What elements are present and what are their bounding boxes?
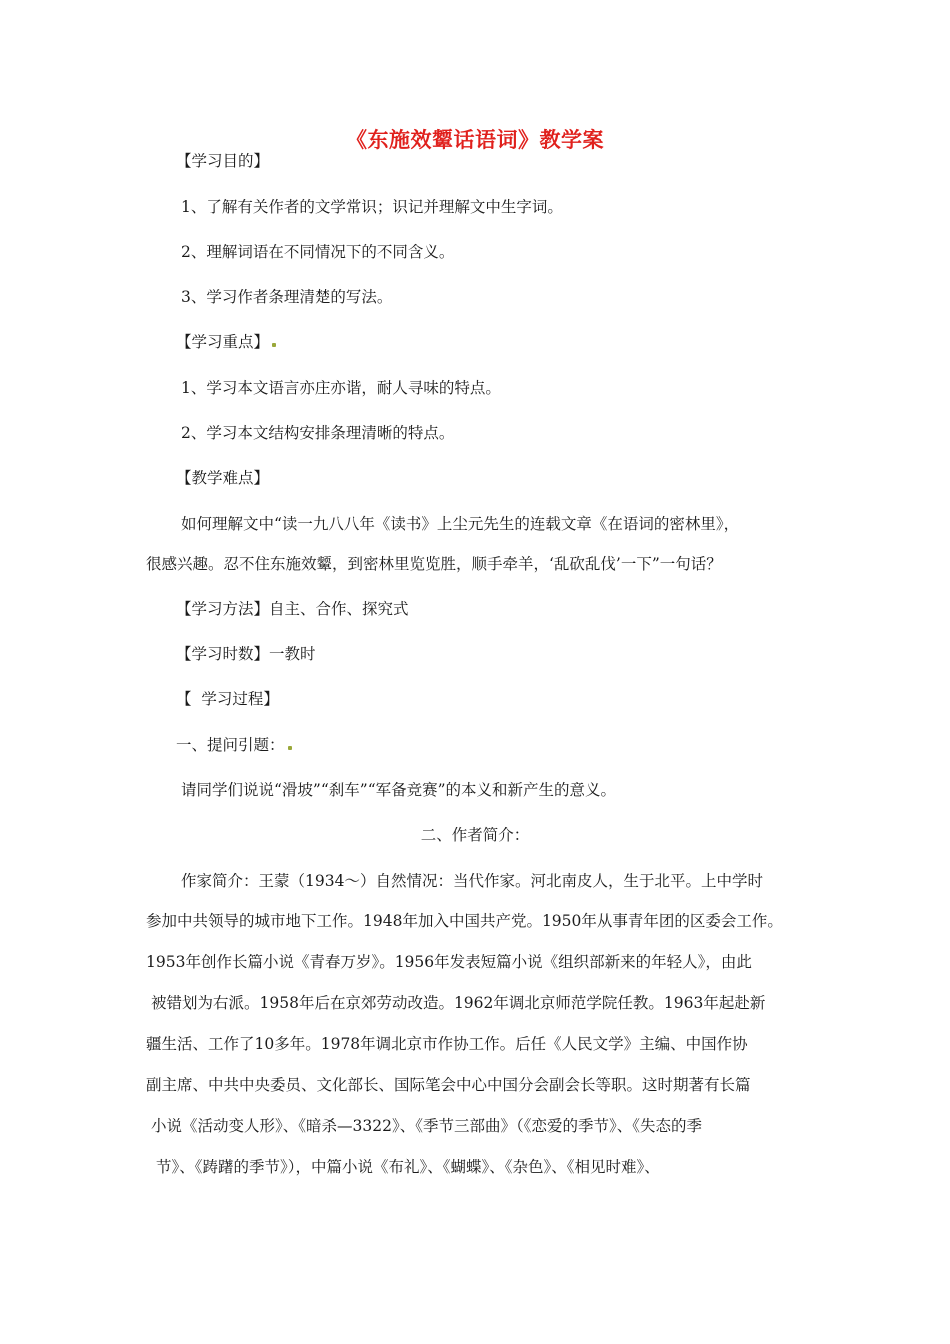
bio-line-7: 小说《活动变人形》、《暗杀—3322》、《季节三部曲》（《恋爱的季节》、《失态的季 bbox=[151, 1117, 702, 1135]
process-header: 【 学习过程】 bbox=[176, 690, 279, 708]
key-points-header: 【学习重点】 bbox=[176, 333, 270, 351]
bio-line-8: 节》、《踌躇的季节》），中篇小说《布礼》、《蝴蝶》、《杂色》、《相见时难》、 bbox=[156, 1158, 660, 1176]
key-point-item-2: 2、学习本文结构安排条理清晰的特点。 bbox=[181, 424, 455, 442]
difficulty-header: 【教学难点】 bbox=[176, 469, 270, 487]
section2-title: 二、作者简介： bbox=[420, 826, 530, 844]
bio-line-5: 疆生活、工作了10多年。1978年调北京市作协工作。后任《人民文学》主编、中国作协 bbox=[146, 1035, 748, 1053]
bio-line-2: 参加中共领导的城市地下工作。1948年加入中国共产党。1950年从事青年团的区委会工作。 bbox=[146, 912, 783, 930]
key-points-header-row bbox=[176, 332, 276, 352]
key-point-item-1: 1、学习本文语言亦庄亦谐，耐人寻味的特点。 bbox=[181, 379, 501, 397]
difficulty-line-1: 如何理解文中“读一九八八年《读书》上尘元先生的连载文章《在语词的密林里》， bbox=[181, 515, 740, 533]
bio-line-6: 副主席、中共中央委员、文化部长、国际笔会中心中国分会副会长等职。这时期著有长篇 bbox=[146, 1076, 751, 1094]
section1-title: 一、提问引题： bbox=[176, 736, 285, 754]
bio-line-4: 被错划为右派。1958年后在京郊劳动改造。1962年调北京师范学院任教。1963年起赴新 bbox=[151, 994, 766, 1012]
objective-item-2: 2、理解词语在不同情况下的不同含义。 bbox=[181, 243, 455, 261]
hours-value: 一教时 bbox=[269, 645, 316, 663]
difficulty-line-2: 很感兴趣。忍不住东施效颦，到密林里览览胜，顺手牵羊，‘乱砍乱伐’一下”一句话？ bbox=[146, 555, 722, 573]
section1-title-row bbox=[176, 735, 292, 755]
document-title: 《东施效颦话语词》教学案 bbox=[346, 127, 604, 152]
hours-header: 【学习时数】 bbox=[176, 645, 270, 663]
bio-line-3: 1953年创作长篇小说《青春万岁》。1956年发表短篇小说《组织部新来的年轻人》，由此 bbox=[146, 953, 752, 971]
objective-item-1: 1、了解有关作者的文学常识；识记并理解文中生字词。 bbox=[181, 198, 563, 216]
mark-dot-icon bbox=[288, 746, 292, 750]
method-header: 【学习方法】 bbox=[176, 600, 270, 618]
method-row bbox=[176, 599, 409, 619]
hours-row bbox=[176, 644, 316, 664]
objective-item-3: 3、学习作者条理清楚的写法。 bbox=[181, 288, 393, 306]
bio-line-1: 作家简介：王蒙（1934～）自然情况：当代作家。河北南皮人，生于北平。上中学时 bbox=[181, 872, 763, 890]
objectives-header: 【学习目的】 bbox=[176, 152, 270, 170]
method-value: 自主、合作、探究式 bbox=[269, 600, 409, 618]
section1-text: 请同学们说说“滑坡”“刹车”“军备竞赛”的本义和新产生的意义。 bbox=[181, 781, 617, 799]
mark-dot-icon bbox=[272, 343, 276, 347]
